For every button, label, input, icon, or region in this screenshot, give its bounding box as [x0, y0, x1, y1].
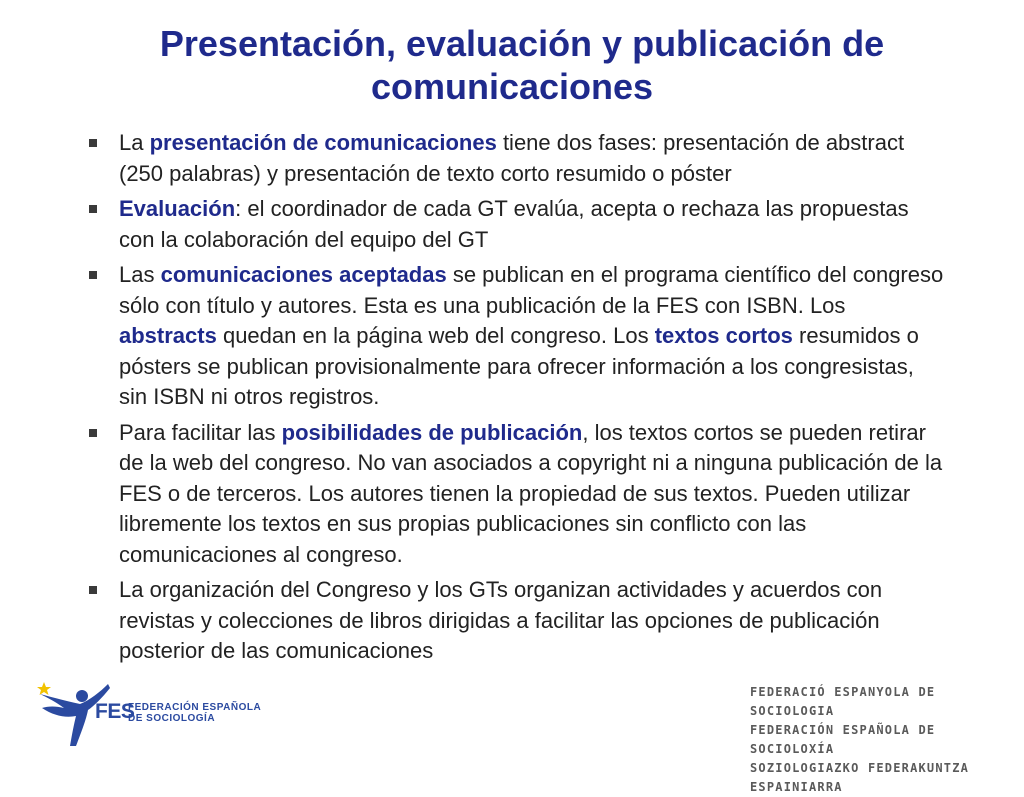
fes-fullname-line2: DE SOCIOLOGÍA	[128, 713, 216, 724]
bullet-emphasis: textos cortos	[654, 323, 793, 348]
bullet-item	[88, 575, 948, 667]
bullet-text: : el coordinador de cada GT evalúa, acepta o rechaza las propuestas con la colaboración del equipo del GT	[119, 196, 909, 252]
bullet-item	[88, 128, 948, 189]
figure-head	[76, 690, 88, 702]
federation-name-basque: SOZIOLOGIAZKO FEDERAKUNTZA ESPAINIARRA	[750, 761, 970, 794]
bullet-text: resumidos o pósters se publican provisionalmente para ofrecer información a los congresistas, sin ISBN ni otros registros.	[119, 323, 919, 409]
bullet-emphasis: abstracts	[119, 323, 217, 348]
bullet-text: Para facilitar las	[119, 419, 282, 445]
star-icon	[37, 682, 51, 695]
fes-fullname-line1: FEDERACIÓN ESPAÑOLA	[128, 702, 262, 713]
square-bullet-icon	[89, 586, 97, 594]
bullet-text: , los textos cortos se pueden retirar de la web del congreso. No van asociados a copyright ni a ninguna publicación de la FES o de terceros. Los autores tienen la propiedad de sus textos. Pueden utilizar libremente los textos en sus propias publicaciones sin conflicto con las comunicaciones al congreso.	[119, 419, 943, 567]
square-bullet-icon	[89, 205, 97, 213]
fes-fullname	[128, 702, 261, 724]
bullet-text: se publican en el programa científico del congreso sólo con título y autores. Esta es una publicación de la FES con ISBN. Los	[119, 262, 944, 318]
bullet-text: tiene dos fases: presentación de abstract (250 palabras) y presentación de texto corto resumido o póster	[119, 130, 905, 186]
bullet-emphasis: Evaluación	[119, 196, 236, 221]
bullet-item	[88, 260, 948, 413]
bullet-text: La organización del Congreso y los GTs organizan actividades y acuerdos con revistas y colecciones de libros dirigidas a facilitar las opciones de publicación posterior de las comunicaciones	[119, 577, 883, 663]
slide-title-line2: comunicaciones	[370, 66, 654, 107]
bullet-text: quedan en la página web del congreso. Los	[216, 323, 655, 348]
square-bullet-icon	[89, 139, 97, 147]
bullet-emphasis: posibilidades de publicación	[281, 419, 583, 445]
slide-title	[0, 22, 1024, 108]
bullet-emphasis: comunicaciones aceptadas	[160, 262, 447, 287]
slide-title-line1: Presentación, evaluación y publicación de	[159, 23, 885, 64]
federation-name-galician: FEDERACIÓN ESPAÑOLA DE SOCIOLOXÍA	[750, 723, 936, 756]
square-bullet-icon	[89, 271, 97, 279]
bullet-item	[88, 194, 948, 255]
bullet-item	[88, 418, 948, 571]
square-bullet-icon	[89, 429, 97, 437]
multilingual-federation-name	[750, 683, 1024, 797]
fes-acronym: FES	[95, 700, 135, 723]
bullet-text: Las	[119, 262, 161, 287]
bullet-text: La	[119, 130, 150, 155]
federation-name-catalan: FEDERACIÓ ESPANYOLA DE SOCIOLOGIA	[750, 685, 936, 718]
bullet-list	[88, 128, 948, 672]
bullet-emphasis: presentación de comunicaciones	[149, 130, 497, 155]
